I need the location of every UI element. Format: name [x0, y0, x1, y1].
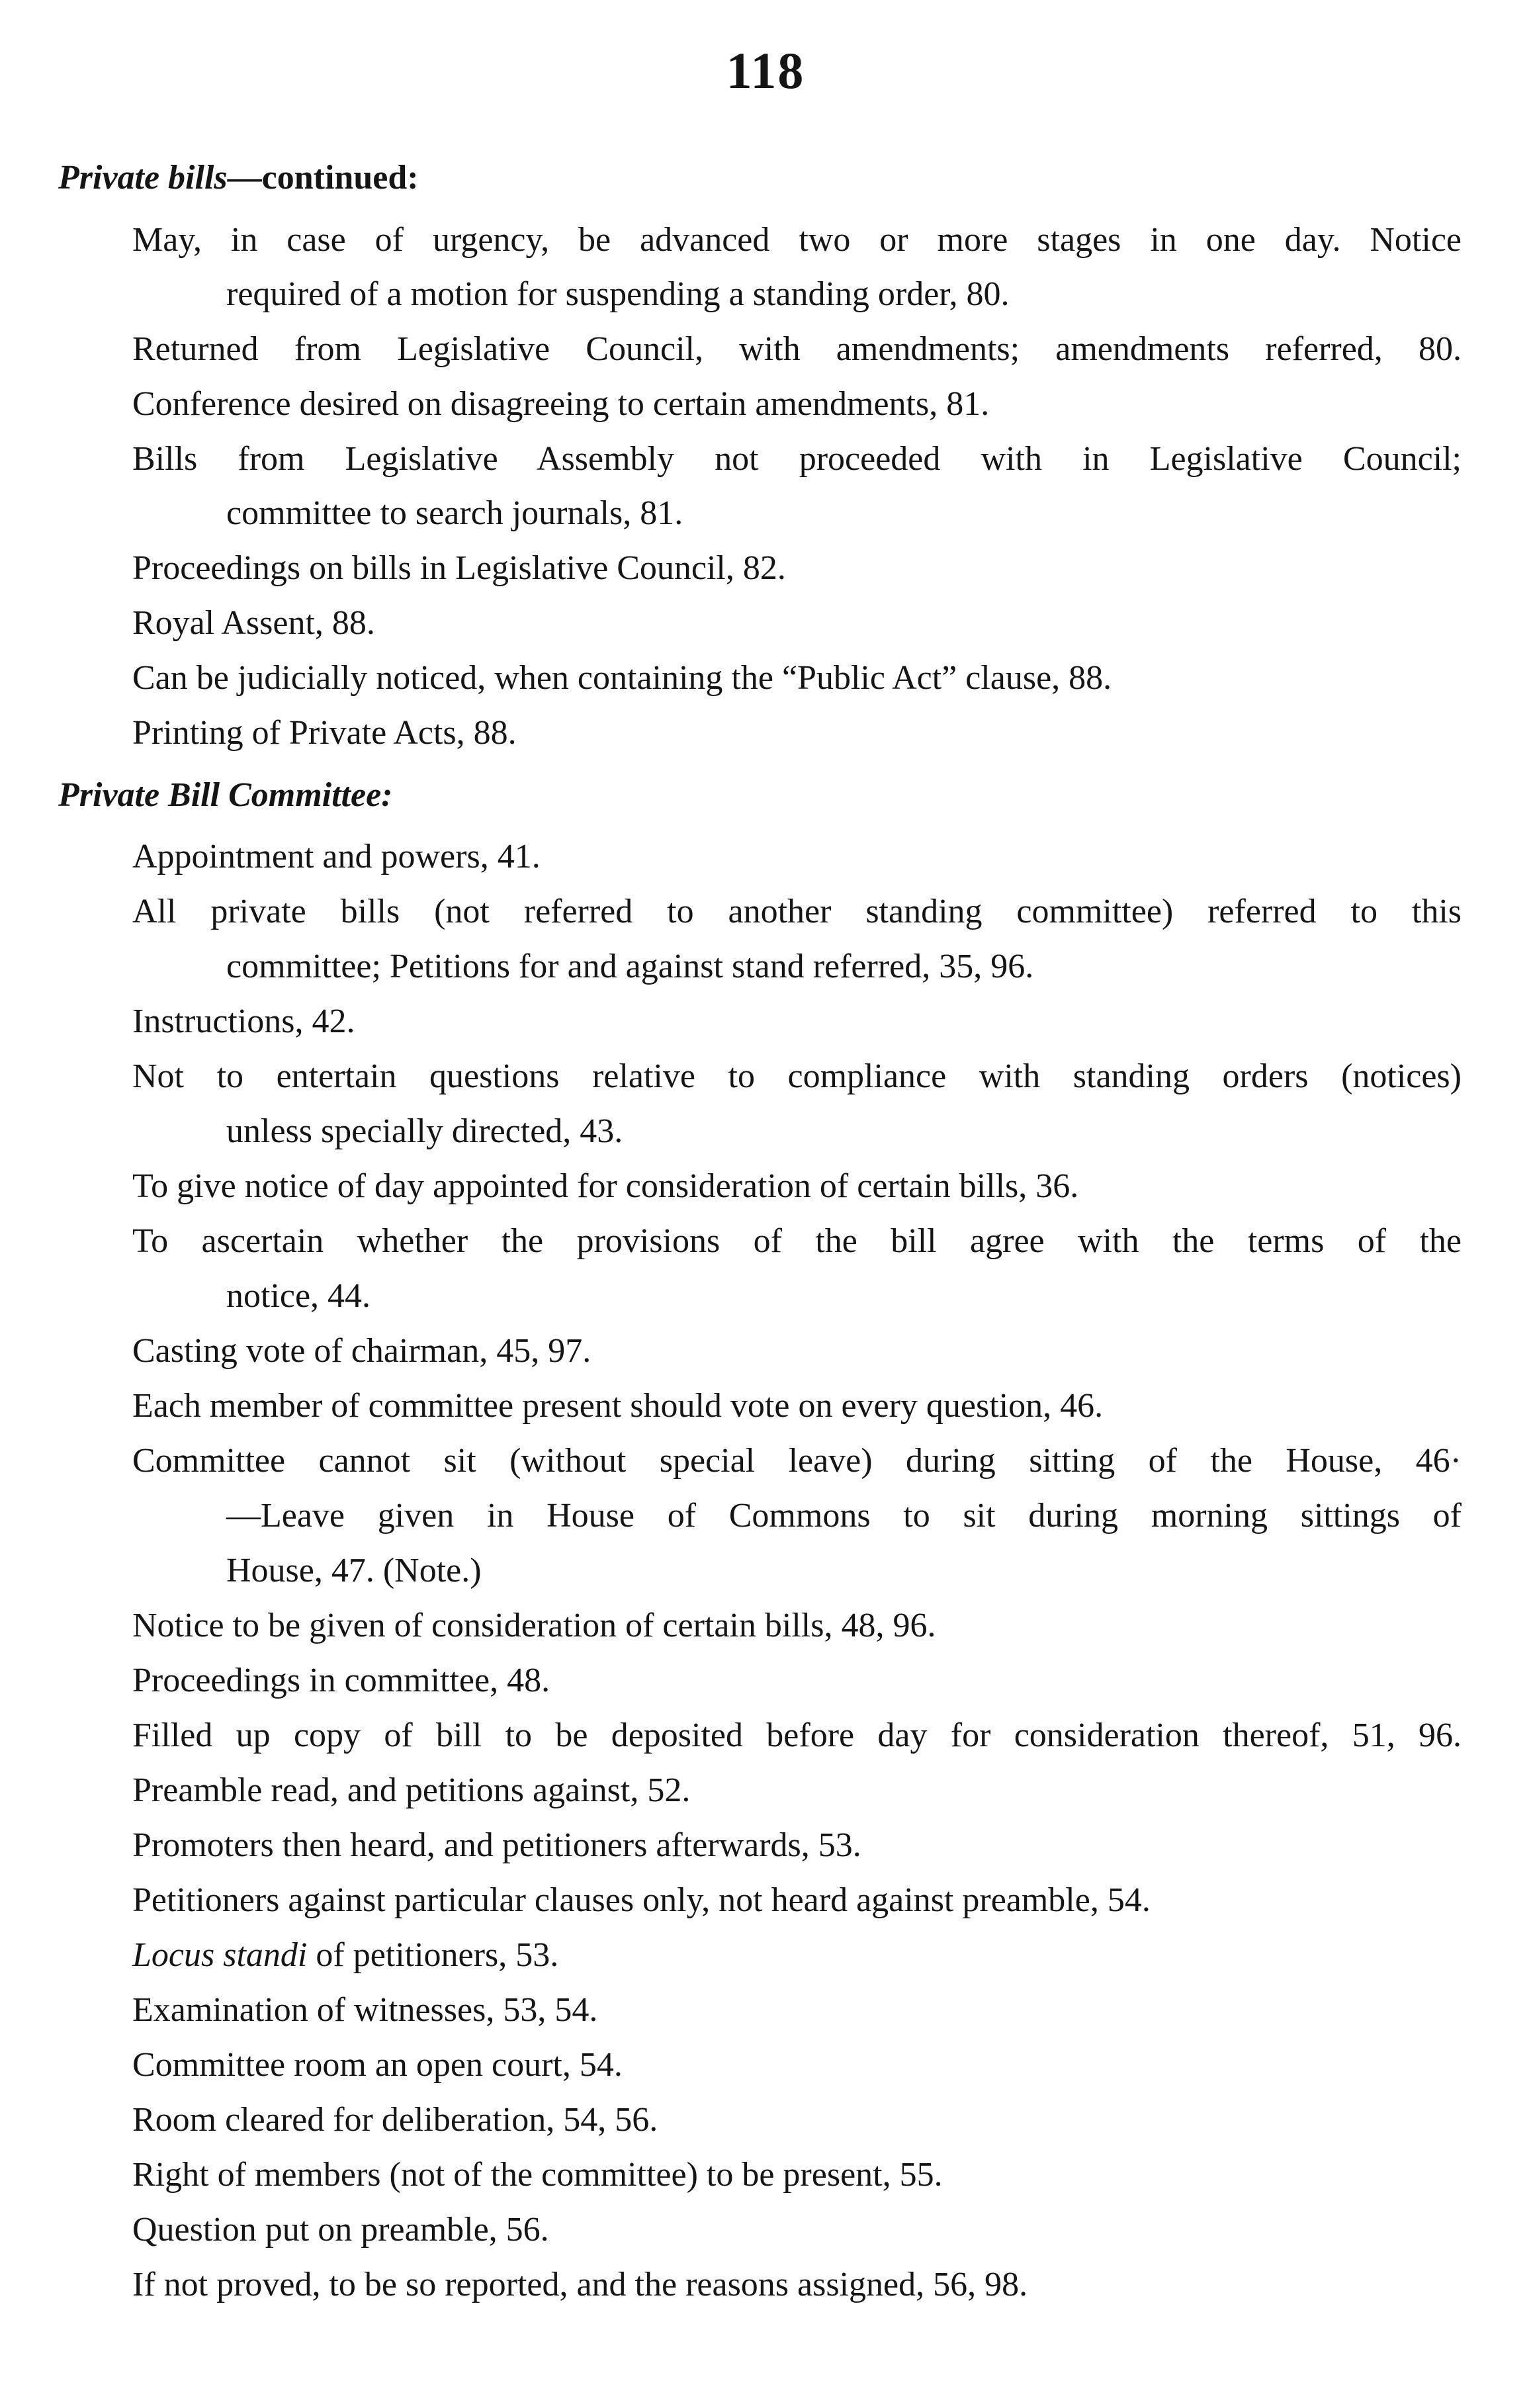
index-entry: If not proved, to be so reported, and the reasons assigned, 56, 98. [132, 2266, 1028, 2303]
index-entry: Instructions, 42. [132, 1003, 355, 1040]
index-entry [132, 1938, 558, 1973]
index-entry: Printing of Private Acts, 88. [132, 714, 517, 752]
index-entry-continuation: —Leave given in House of Commons to sit during morning sittings of [226, 1497, 1462, 1535]
index-entry: Petitioners against particular clauses only, not heard against preamble, 54. [132, 1881, 1151, 1919]
index-entry: Notice to be given of consideration of certain bills, 48, 96. [132, 1607, 936, 1644]
index-entry: Filled up copy of bill to be deposited before day for consideration thereof, 51, 96. [132, 1717, 1462, 1754]
index-entry: Question put on preamble, 56. [132, 2211, 549, 2249]
index-entry: May, in case of urgency, be advanced two or more stages in one day. Notice [132, 221, 1462, 259]
index-entry: Committee room an open court, 54. [132, 2046, 623, 2084]
index-entry: Conference desired on disagreeing to certain amendments, 81. [132, 385, 990, 423]
index-entry: Proceedings in committee, 48. [132, 1662, 550, 1699]
index-entry-continuation: House, 47. (Note.) [226, 1552, 482, 1589]
locus-standi-italic: Locus standi [132, 1936, 308, 1974]
index-entry: To ascertain whether the provisions of the bill agree with the terms of the [132, 1222, 1462, 1260]
index-entry: Room cleared for deliberation, 54, 56. [132, 2101, 658, 2139]
heading-continued: —continued: [227, 159, 419, 197]
index-entry: Committee cannot sit (without special leave) during sitting of the House, 46· [132, 1442, 1462, 1480]
section-heading-private-bills [58, 161, 419, 195]
section-heading-private-bill-committee: Private Bill Committee: [58, 776, 393, 814]
index-entry-continuation: committee; Petitions for and against stand referred, 35, 96. [226, 948, 1034, 985]
index-entry: Royal Assent, 88. [132, 604, 375, 642]
index-entry-continuation: required of a motion for suspending a standing order, 80. [226, 275, 1010, 313]
page-number: 118 [726, 42, 805, 99]
index-entry: Preamble read, and petitions against, 52. [132, 1771, 691, 1809]
index-entry-continuation: unless specially directed, 43. [226, 1112, 623, 1150]
index-entry: Examination of witnesses, 53, 54. [132, 1991, 598, 2029]
index-entry-continuation: committee to search journals, 81. [226, 494, 683, 532]
index-entry: Appointment and powers, 41. [132, 838, 541, 875]
index-entry-continuation: notice, 44. [226, 1277, 371, 1315]
index-entry: Promoters then heard, and petitioners afterwards, 53. [132, 1826, 861, 1864]
index-entry: Proceedings on bills in Legislative Council, 82. [132, 549, 786, 587]
index-entry: Can be judicially noticed, when containing the “Public Act” clause, 88. [132, 659, 1112, 697]
index-entry: Returned from Legislative Council, with amendments; amendments referred, 80. [132, 330, 1462, 368]
index-entry: All private bills (not referred to another standing committee) referred to this [132, 893, 1462, 930]
index-entry: To give notice of day appointed for consideration of certain bills, 36. [132, 1167, 1079, 1205]
locus-standi-rest: of petitioners, 53. [307, 1936, 559, 1974]
index-entry: Right of members (not of the committee) to be present, 55. [132, 2156, 943, 2194]
index-entry: Casting vote of chairman, 45, 97. [132, 1332, 591, 1370]
index-entry: Bills from Legislative Assembly not proceeded with in Legislative Council; [132, 440, 1462, 478]
heading-text: Private bills [58, 159, 228, 197]
index-entry: Each member of committee present should vote on every question, 46. [132, 1387, 1104, 1425]
index-entry: Not to entertain questions relative to compliance with standing orders (notices) [132, 1057, 1462, 1095]
